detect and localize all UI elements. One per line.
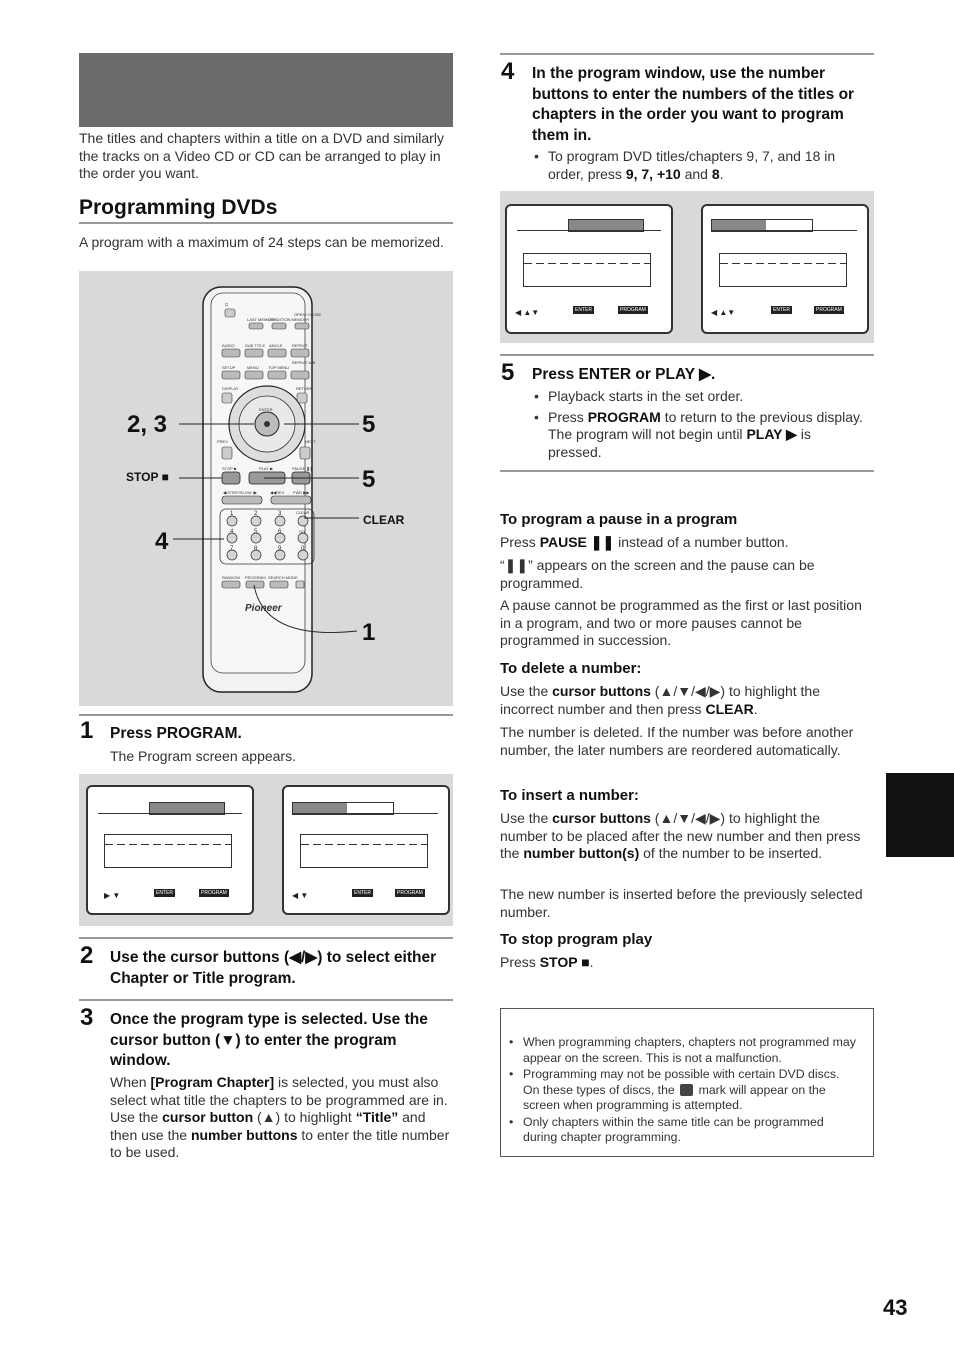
screen-program-badge: PROGRAM (397, 890, 423, 896)
step3-rule (79, 999, 453, 1001)
step5-bullet: • Press PROGRAM to return to the previous display. The program will not begin until PLAY ▶ is pressed. (532, 409, 867, 462)
screen-enter-badge: ENTER (773, 307, 790, 313)
note-item: • Only chapters within the same title can be programmed during chapter programming. (507, 1115, 859, 1146)
note-item: • When programming chapters, chapters not programmed may appear on the screen. This is not a malfunction. (507, 1035, 859, 1066)
step5-bullets (532, 388, 867, 461)
remote-power-label: ⏻ (225, 302, 229, 307)
page-number: 43 (883, 1295, 908, 1320)
remote-play-label: PLAY ▶ (259, 466, 274, 471)
remote-display-label: DISPLAY (222, 386, 239, 391)
step2-title: Use the cursor buttons (◀/▶) to select either Chapter or Title program. (110, 949, 437, 987)
callout-5-play: 5 (362, 466, 376, 493)
step1-screen-left (86, 785, 254, 915)
step3-body: When [Program Chapter] is selected, you must also select what title the chapters to be programmed are in. Use the cursor button (▲) to highlight “Title” and then use the number buttons to enter the title number to be used. (110, 1074, 450, 1160)
section-subtitle: A program with a maximum of 24 steps can be memorized. (79, 234, 444, 250)
remote-stop-label: STOP ■ (222, 466, 237, 471)
remote-digit-7: 7 (230, 546, 234, 552)
remote-enter-label: ENTER (259, 407, 273, 412)
delete-heading: To delete a number: (500, 660, 642, 677)
remote-top-menu-label: TOP MENU (268, 365, 289, 370)
remote-digit-2: 2 (254, 511, 258, 517)
notes-box (500, 1008, 874, 1157)
remote-step-slow-label: ◀I/STEP/SLOW I▶ (223, 490, 257, 495)
remote-audio-label: AUDIO (222, 343, 235, 348)
screen-enter-badge: ENTER (575, 307, 592, 313)
insert-line1: Use the cursor buttons (▲/▼/◀/▶) to highlight the number to be placed after the new number and then press the number button(s) of the number to be inserted. (500, 810, 861, 861)
remote-illustration (79, 271, 453, 706)
screen-nav-icons: ◀ ▲▼ (711, 308, 736, 317)
step4-screen-left (505, 204, 673, 334)
remote-digit-4: 4 (230, 529, 234, 535)
remote-digit-1: 1 (230, 511, 234, 517)
step1-title: Press PROGRAM. (110, 725, 242, 742)
callout-4: 4 (155, 528, 169, 555)
notes-list (507, 1035, 859, 1147)
step4-screen-right (701, 204, 869, 334)
step4-title: In the program window, use the number buttons to enter the numbers of the titles or chapters in the order you want to program them in. (532, 65, 855, 144)
remote-digit-8: 8 (254, 546, 258, 552)
remote-brand-logo: Pioneer (245, 603, 282, 614)
step4-rule (500, 53, 874, 55)
pause-heading: To program a pause in a program (500, 511, 738, 528)
remote-plus10-label: +10 (298, 529, 305, 534)
step3-title: Once the program type is selected. Use the cursor button (▼) to enter the program window. (110, 1011, 428, 1069)
remote-pause-label: PAUSE ❚❚ (292, 466, 314, 471)
pause-line2: “❚❚” appears on the screen and the pause can be programmed. (500, 557, 815, 591)
step2-number: 2 (80, 942, 94, 969)
screen-nav-icons: ◀ ▲▼ (515, 308, 540, 317)
note-item: • Programming may not be possible with certain DVD discs. On these types of discs, the mark will appear on the screen when programming is attempted. (507, 1067, 859, 1114)
remote-digit-5: 5 (254, 529, 258, 535)
remote-clear-label: CLEAR (296, 510, 310, 515)
insert-line2: The new number is inserted before the previously selected number. (500, 886, 863, 920)
remote-subtitle-label: SUB TITLE (245, 343, 266, 348)
screen-program-badge: PROGRAM (620, 307, 646, 313)
screen-enter-badge: ENTER (156, 890, 173, 896)
remote-open-close-label: OPEN/ CLOSE (294, 312, 322, 317)
remote-prev-label: PREV (217, 439, 228, 444)
disc-prohibited-icon (680, 1084, 693, 1096)
remote-search-mode-label: SEARCH MODE (268, 575, 298, 580)
remote-return-label: RETURN (296, 386, 313, 391)
remote-digit-6: 6 (278, 529, 282, 535)
step4-number: 4 (501, 58, 515, 85)
remote-digit-9: 9 (278, 546, 282, 552)
step3-number: 3 (80, 1004, 94, 1031)
pause-line3: A pause cannot be programmed as the first or last position in a program, and two or more pauses cannot be programmed in succession. (500, 597, 862, 648)
screen-program-badge: PROGRAM (201, 890, 227, 896)
pause-line1: Press PAUSE ❚❚ instead of a number button. (500, 534, 789, 550)
step5-title: Press ENTER or PLAY ▶. (532, 366, 716, 383)
step1-screens (79, 774, 453, 926)
step5-number: 5 (501, 359, 515, 386)
delete-line2: The number is deleted. If the number was before another number, the later numbers are reordered automatically. (500, 724, 854, 758)
callout-2-3: 2, 3 (127, 411, 168, 438)
remote-random-label: RANDOM (222, 575, 240, 580)
step5-bullet: • Playback starts in the set order. (532, 388, 867, 406)
remote-repeat-label: REPEAT (292, 343, 308, 348)
insert-heading: To insert a number: (500, 787, 639, 804)
intro-text: The titles and chapters within a title on a DVD and similarly the tracks on a Video CD or CD can be arranged to play in the order you want. (79, 130, 444, 181)
step1-screen-right (282, 785, 450, 915)
step5-end-rule (500, 470, 874, 472)
delete-line1: Use the cursor buttons (▲/▼/◀/▶) to highlight the incorrect number and then press CLEAR. (500, 683, 821, 717)
remote-rev-label: ◀◀REV (270, 490, 285, 495)
remote-repeat-ab-label: REPEAT A-B (292, 360, 316, 365)
step2-rule (79, 937, 453, 939)
remote-fwd-label: FWD ▶▶ (293, 490, 310, 495)
step1-rule (79, 714, 453, 716)
remote-digit-3: 3 (278, 511, 282, 517)
remote-setup-label: SETUP (222, 365, 236, 370)
step4-bullets (532, 148, 867, 183)
screen-program-badge: PROGRAM (816, 307, 842, 313)
section-header-bar (79, 53, 453, 127)
step5-rule (500, 354, 874, 356)
side-tab (886, 773, 954, 857)
remote-control-drawing (79, 271, 453, 706)
remote-angle-label: ANGLE (269, 343, 283, 348)
remote-digit-0: 0 (301, 546, 305, 552)
step1-body: The Program screen appears. (110, 748, 296, 764)
remote-next-label: NEXT (305, 439, 316, 444)
callout-stop: STOP ■ (126, 470, 169, 484)
screen-nav-icons: ▶ ▼ (104, 891, 121, 900)
step4-bullet: • To program DVD titles/chapters 9, 7, and 18 in order, press 9, 7, +10 and 8. (532, 148, 867, 183)
screen-nav-icons: ◀ ▼ (292, 891, 309, 900)
callout-5-enter: 5 (362, 411, 376, 438)
stop-line: Press STOP ■. (500, 954, 594, 970)
stop-heading: To stop program play (500, 931, 653, 948)
remote-menu-label: MENU (247, 365, 259, 370)
step4-screens (500, 191, 874, 343)
callout-1: 1 (362, 619, 376, 646)
section-title-rule (79, 222, 453, 224)
screen-enter-badge: ENTER (354, 890, 371, 896)
step1-number: 1 (80, 717, 94, 744)
remote-condition-memory-label: CONDITION MEMORY (268, 317, 310, 322)
section-title: Programming DVDs (79, 196, 278, 219)
remote-last-memory-label: LAST MEMORY (247, 317, 276, 322)
callout-clear: CLEAR (363, 513, 405, 527)
remote-program-label: PROGRAM (245, 575, 266, 580)
